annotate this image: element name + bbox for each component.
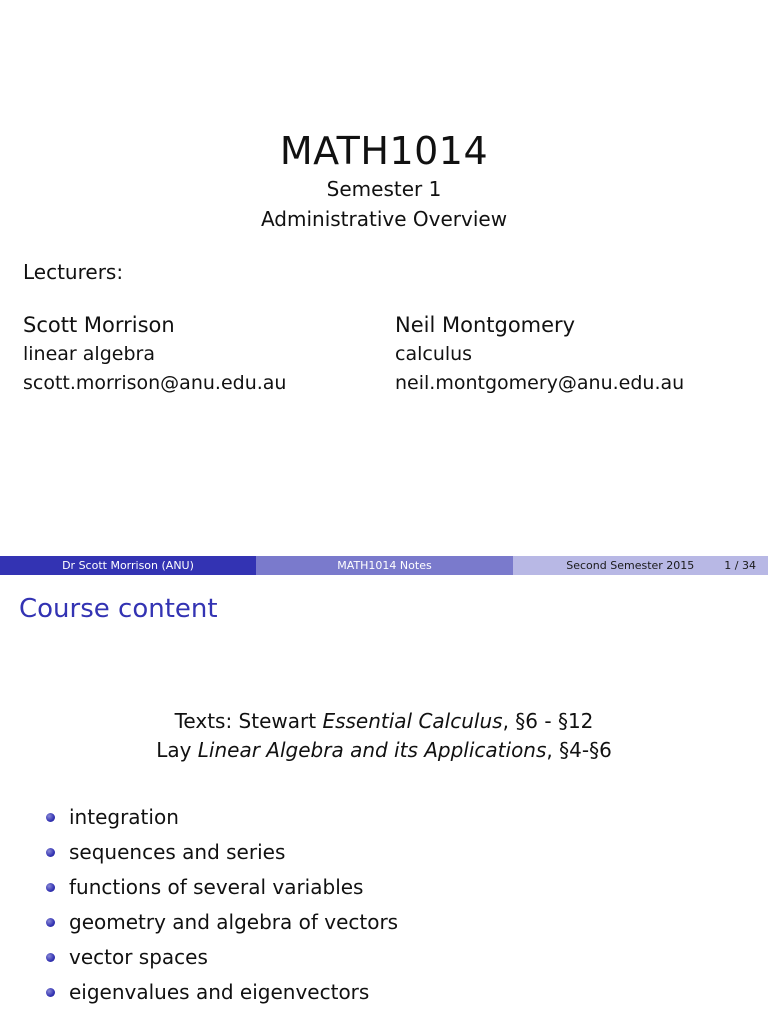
textbook-1-sections: , §6 - §12 <box>502 709 594 733</box>
textbook-1-title: Essential Calculus <box>322 709 503 733</box>
bullet-icon <box>46 848 55 857</box>
lecturer-name: Scott Morrison <box>23 313 175 337</box>
bullet-icon <box>46 953 55 962</box>
topic-label: integration <box>69 805 179 829</box>
textbook-line-2 <box>0 736 768 765</box>
topic-label: vector spaces <box>69 945 208 969</box>
list-item <box>0 907 398 942</box>
list-item <box>0 942 398 977</box>
topic-label: geometry and algebra of vectors <box>69 910 399 934</box>
bullet-icon <box>46 918 55 927</box>
footer-date: Second Semester 2015 <box>566 559 695 572</box>
list-item <box>0 977 398 1012</box>
topic-label: functions of several variables <box>69 875 364 899</box>
textbook-2-prefix: Lay <box>156 738 198 762</box>
textbook-1-prefix: Texts: Stewart <box>174 709 323 733</box>
course-title: MATH1014 <box>279 129 489 173</box>
lecturer-topic: calculus <box>395 343 473 365</box>
overview-subtitle: Administrative Overview <box>260 207 508 231</box>
bullet-icon <box>46 813 55 822</box>
footer-author: Dr Scott Morrison (ANU) <box>0 556 256 575</box>
textbook-2-sections: , §4-§6 <box>546 738 612 762</box>
lecturer-neil-montgomery <box>395 310 684 398</box>
topic-label: eigenvalues and eigenvectors <box>69 980 370 1004</box>
lecturer-scott-morrison <box>23 310 286 398</box>
slide-footer <box>0 556 768 575</box>
lecturer-name: Neil Montgomery <box>395 313 576 337</box>
textbooks <box>0 707 768 765</box>
list-item <box>0 802 398 837</box>
lecturer-email: neil.montgomery@anu.edu.au <box>395 372 685 394</box>
course-content-slide <box>0 575 768 1024</box>
topic-label: sequences and series <box>69 840 286 864</box>
textbook-line-1 <box>0 707 768 736</box>
lecturers-heading: Lecturers: <box>23 260 124 284</box>
lecturer-email: scott.morrison@anu.edu.au <box>23 372 287 394</box>
title-block <box>0 128 768 234</box>
bullet-icon <box>46 883 55 892</box>
footer-date-page <box>513 556 768 575</box>
semester-subtitle: Semester 1 <box>326 177 442 201</box>
list-item <box>0 837 398 872</box>
footer-page-number: 1 / 34 <box>724 559 756 572</box>
bullet-icon <box>46 988 55 997</box>
footer-short-title: MATH1014 Notes <box>256 556 513 575</box>
lecturer-topic: linear algebra <box>23 343 155 365</box>
topic-list <box>0 802 398 1012</box>
textbook-2-title: Linear Algebra and its Applications <box>197 738 547 762</box>
frame-title: Course content <box>19 594 218 624</box>
list-item <box>0 872 398 907</box>
